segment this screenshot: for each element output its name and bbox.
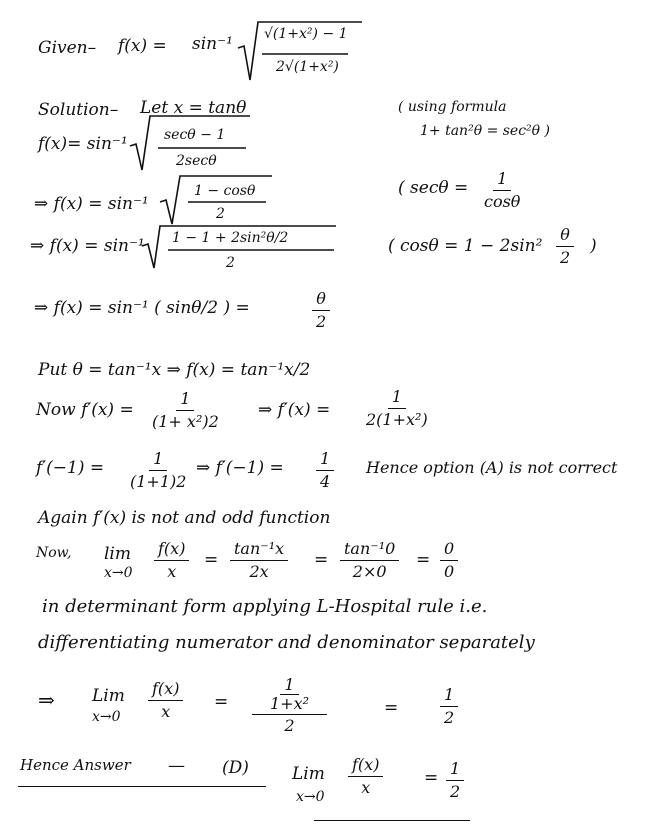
final-f-num: f(x) bbox=[148, 680, 183, 701]
final-arrow: ⇒ bbox=[38, 688, 55, 712]
again-f-num: f(x) bbox=[154, 540, 189, 561]
answer-lim-sub: x→0 bbox=[296, 789, 325, 805]
line4-frac bbox=[312, 290, 330, 330]
put-line: Put θ = tan⁻¹x ⇒ f(x) = tan⁻¹x/2 bbox=[38, 360, 311, 380]
again-eq3-num: 0 bbox=[440, 540, 458, 561]
indeterminate-line2: differentiating numerator and denominator separately bbox=[38, 632, 535, 653]
at-lhs: f′(−1) = bbox=[36, 458, 105, 478]
final-res-num: 1 bbox=[440, 686, 458, 707]
note2-frac bbox=[480, 170, 524, 210]
at-frac bbox=[126, 450, 190, 490]
note2-lhs: ( secθ = bbox=[398, 178, 469, 198]
again-f-frac bbox=[154, 540, 189, 580]
at-val-num: 1 bbox=[316, 450, 334, 471]
again-f-den: x bbox=[167, 561, 177, 581]
given-num: √(1+x²) − 1 bbox=[264, 26, 348, 42]
line4-num: θ bbox=[312, 290, 330, 311]
at-num: 1 bbox=[149, 450, 167, 471]
again-now: Now, bbox=[36, 545, 72, 561]
answer-res-den: 2 bbox=[450, 781, 461, 801]
final-f-den: x bbox=[161, 701, 171, 721]
d2-arrow: ⇒ f′(x) = bbox=[258, 400, 331, 420]
answer-underline-left bbox=[18, 786, 266, 787]
answer-label: Hence Answer bbox=[20, 756, 131, 774]
final-rhs-bot: 1+x² bbox=[270, 693, 310, 713]
again-eq1-num: tan⁻¹x bbox=[230, 540, 288, 561]
d2-num: 1 bbox=[388, 388, 406, 409]
answer-eq: = bbox=[424, 768, 439, 788]
option-a-remark: Hence option (A) is not correct bbox=[366, 458, 618, 477]
answer-f-den: x bbox=[361, 777, 371, 797]
again-eq1: = bbox=[204, 550, 219, 570]
derivative-now: Now f′(x) = bbox=[36, 400, 134, 420]
final-lim-sub: x→0 bbox=[92, 709, 121, 725]
note1-b: 1+ tan²θ = sec²θ ) bbox=[420, 123, 551, 139]
again-eq3-frac bbox=[440, 540, 458, 580]
again-eq2-frac bbox=[340, 540, 399, 580]
answer-f-frac bbox=[348, 756, 383, 796]
note3-lhs: ( cosθ = 1 − 2sin² bbox=[388, 236, 543, 256]
line2-lhs: ⇒ f(x) = sin⁻¹ bbox=[34, 194, 149, 214]
given-label: Given– bbox=[38, 38, 97, 58]
final-rhs-inner bbox=[252, 676, 327, 715]
again-eq1-den: 2x bbox=[249, 561, 269, 581]
line4-den: 2 bbox=[316, 311, 327, 331]
given-den: 2√(1+x²) bbox=[276, 59, 339, 75]
line1-lhs: f(x)= sin⁻¹ bbox=[38, 134, 128, 154]
at-arrow: ⇒ f′(−1) = bbox=[196, 458, 284, 478]
indeterminate-line1: in determinant form applying L-Hospital rule i.e. bbox=[42, 596, 488, 617]
solution-label: Solution– bbox=[38, 100, 119, 120]
again-eq2: = bbox=[314, 550, 329, 570]
final-eq1: = bbox=[214, 692, 229, 712]
note3-close: ) bbox=[590, 236, 597, 256]
at-den: (1+1)2 bbox=[130, 471, 187, 491]
line3-lhs: ⇒ f(x) = sin⁻¹ bbox=[30, 236, 145, 256]
solution-let: Let x = tanθ bbox=[140, 98, 247, 118]
answer-lim: Lim bbox=[292, 764, 325, 784]
final-res-frac bbox=[440, 686, 458, 726]
again-eq2-den: 2×0 bbox=[352, 561, 387, 581]
final-rhs-top: 1 bbox=[280, 676, 298, 695]
d2-frac bbox=[362, 388, 432, 428]
at-val-den: 4 bbox=[320, 471, 331, 491]
final-rhs-den: 2 bbox=[284, 716, 295, 736]
answer-dash: — bbox=[168, 756, 185, 776]
answer-option: (D) bbox=[222, 758, 249, 778]
line2-num: 1 − cosθ bbox=[194, 183, 256, 199]
d1-frac bbox=[148, 390, 223, 430]
line2-den: 2 bbox=[216, 206, 225, 222]
d1-num: 1 bbox=[176, 390, 194, 411]
note1-a: ( using formula bbox=[398, 99, 507, 115]
given-fn: sin⁻¹ bbox=[192, 34, 233, 54]
d2-den: 2(1+x²) bbox=[366, 409, 428, 429]
answer-res-frac bbox=[446, 760, 464, 800]
final-lim: Lim bbox=[92, 686, 125, 706]
again-eq2-num: tan⁻¹0 bbox=[340, 540, 399, 561]
again-eq3-den: 0 bbox=[444, 561, 455, 581]
note3-frac bbox=[556, 226, 574, 266]
note3-den: 2 bbox=[560, 247, 571, 267]
note2-num: 1 bbox=[493, 170, 511, 191]
note2-den: cosθ bbox=[484, 191, 521, 211]
line4: ⇒ f(x) = sin⁻¹ ( sinθ/2 ) = bbox=[34, 298, 250, 318]
again-eq1-frac bbox=[230, 540, 288, 580]
note3-num: θ bbox=[556, 226, 574, 247]
final-eq2: = bbox=[384, 698, 399, 718]
again-line: Again f′(x) is not and odd function bbox=[38, 508, 331, 528]
line3-den: 2 bbox=[226, 255, 235, 271]
final-res-den: 2 bbox=[444, 707, 455, 727]
given-lhs: f(x) = bbox=[118, 36, 167, 56]
line1-num: secθ − 1 bbox=[164, 127, 226, 143]
final-rhs-frac bbox=[252, 676, 327, 735]
answer-res-num: 1 bbox=[446, 760, 464, 781]
answer-f-num: f(x) bbox=[348, 756, 383, 777]
line3-num: 1 − 1 + 2sin²θ/2 bbox=[172, 230, 289, 246]
answer-underline-right bbox=[314, 820, 470, 821]
again-eq3: = bbox=[416, 550, 431, 570]
line1-den: 2secθ bbox=[176, 153, 217, 169]
again-lim-sub: x→0 bbox=[104, 565, 133, 581]
again-lim: lim bbox=[104, 544, 131, 564]
at-val-frac bbox=[316, 450, 334, 490]
d1-den: (1+ x²)2 bbox=[152, 411, 219, 431]
final-f-frac bbox=[148, 680, 183, 720]
